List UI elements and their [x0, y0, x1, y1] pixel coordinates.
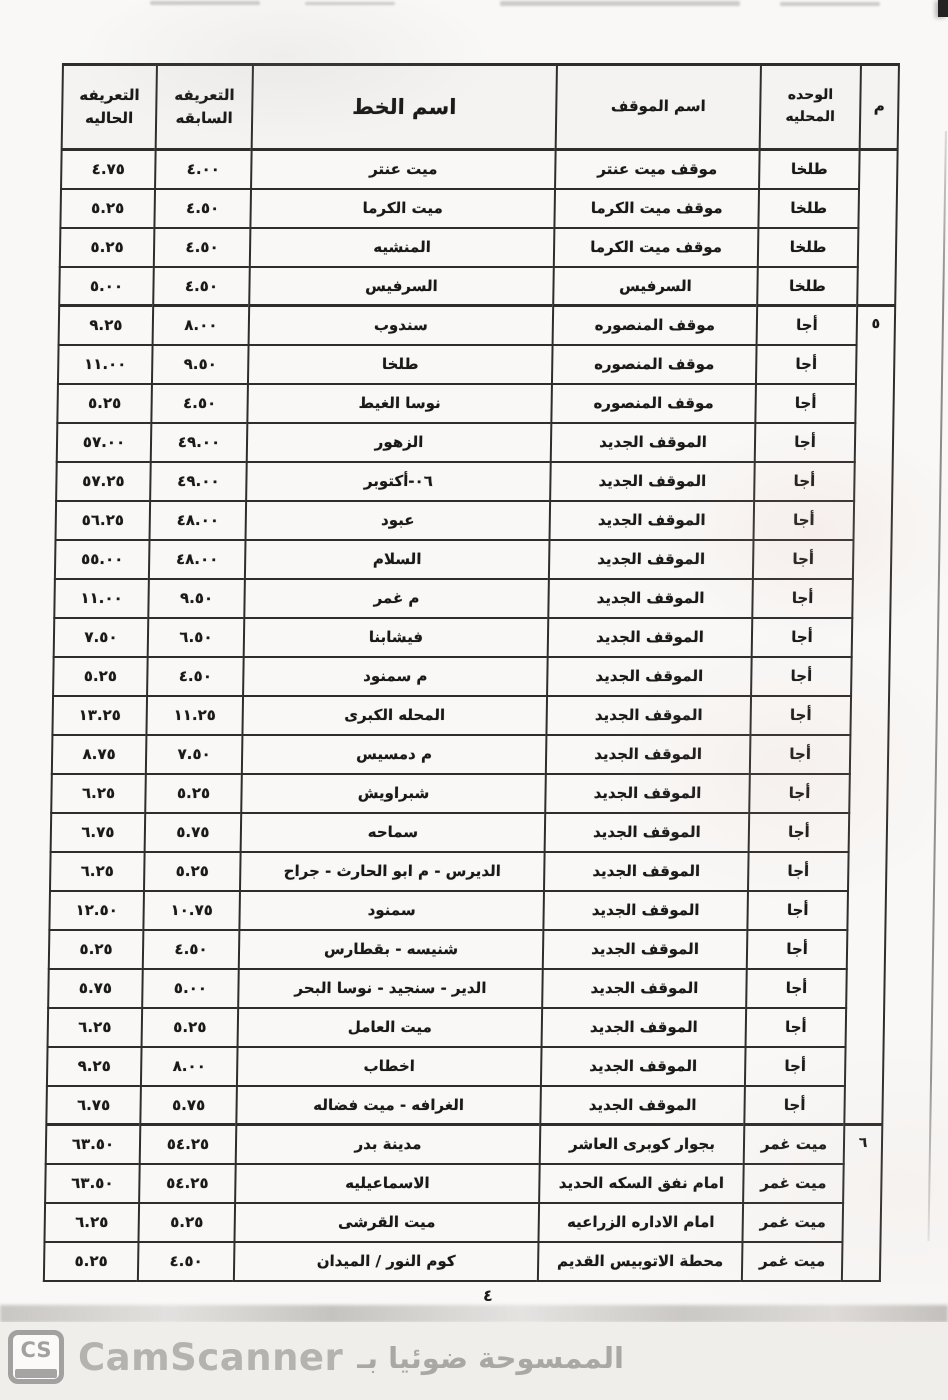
table-row [52, 735, 889, 774]
table-row [51, 774, 888, 813]
cell-previous: ١١.٢٥ [146, 696, 243, 735]
cell-unit: أجا [747, 930, 848, 969]
cell-line: الغرافه - ميت فضاله [236, 1086, 541, 1125]
cell-previous: ٤.٥٠ [138, 1242, 235, 1281]
cell-line: طلخا [248, 345, 553, 384]
cell-previous: ٦.٥٠ [148, 618, 245, 657]
cell-current: ٥٧.٠٠ [57, 423, 152, 462]
table-row [45, 1164, 882, 1203]
cell-previous: ٥.٢٥ [142, 1008, 239, 1047]
cell-current: ٥٥.٠٠ [55, 540, 150, 579]
cell-current: ٨.٧٥ [52, 735, 147, 774]
cell-current: ٦.٢٥ [48, 1008, 143, 1047]
cell-previous: ٥.٢٥ [144, 852, 241, 891]
cell-stop: موقف ميت عنتر [555, 150, 760, 189]
cell-line: شنيسه - بقطارس [239, 930, 544, 969]
cell-unit: أجا [753, 540, 854, 579]
cell-previous: ٨.٠٠ [141, 1047, 238, 1086]
table-row [61, 150, 898, 189]
cell-previous: ٥٤.٢٥ [139, 1164, 236, 1203]
table-row [49, 930, 886, 969]
table-row [47, 1047, 884, 1086]
header-current-tariff: التعريفه الحاليه [62, 65, 157, 150]
cell-stop: الموقف الجديد [543, 891, 748, 930]
cell-previous: ٤.٠٠ [155, 150, 252, 189]
table-row [57, 384, 894, 423]
cell-unit: أجا [754, 462, 855, 501]
cell-line: الاسماعيليه [235, 1164, 540, 1203]
cell-previous: ٧.٥٠ [146, 735, 243, 774]
table-row [58, 345, 895, 384]
cell-current: ١١.٠٠ [58, 345, 153, 384]
header-line-name: اسم الخط [252, 65, 557, 150]
table-row [56, 462, 893, 501]
camscanner-logo-text: CS [20, 1338, 52, 1362]
cell-stop: الموقف الجديد [543, 930, 748, 969]
cell-line: سندوب [249, 306, 554, 345]
camscanner-logo-bar [15, 1369, 57, 1378]
cell-previous: ٤٨.٠٠ [150, 501, 247, 540]
cell-current: ٥.٠٠ [59, 267, 154, 306]
cell-unit: ميت غمر [743, 1164, 844, 1203]
cell-previous: ٥.٠٠ [142, 969, 239, 1008]
table-row [46, 1086, 883, 1125]
table-row [44, 1242, 881, 1281]
cell-unit: أجا [751, 657, 852, 696]
table-row [50, 852, 887, 891]
cell-serial [857, 150, 897, 306]
cell-stop: موقف المنصوره [552, 345, 757, 384]
cell-previous: ٥.٢٥ [138, 1203, 235, 1242]
cell-unit: ميت غمر [744, 1125, 845, 1164]
cell-unit: ميت غمر [742, 1203, 843, 1242]
table-row [54, 579, 891, 618]
cell-current: ٦.٧٥ [51, 813, 146, 852]
cell-stop: الموقف الجديد [545, 813, 750, 852]
scan-artifact [305, 2, 395, 5]
header-local-unit: الوحده المحليه [760, 65, 861, 150]
cell-line: المحله الكبرى [242, 696, 547, 735]
cell-current: ٥.٢٥ [57, 384, 152, 423]
cell-stop: الموقف الجديد [550, 462, 755, 501]
cell-stop: السرفيس [553, 267, 758, 306]
header-stop-name: اسم الموقف [556, 65, 761, 150]
cell-unit: أجا [749, 813, 850, 852]
cell-current: ٥.٢٥ [60, 228, 155, 267]
cell-line: شبراويش [241, 774, 546, 813]
cell-unit: أجا [757, 306, 858, 345]
cell-current: ٦.٢٥ [51, 774, 146, 813]
page-edge-shadow [927, 131, 946, 1241]
cell-previous: ٤.٥٠ [147, 657, 244, 696]
cell-line: نوسا الغيط [247, 384, 552, 423]
cell-current: ٦٣.٥٠ [45, 1164, 140, 1203]
cell-unit: أجا [752, 579, 853, 618]
cell-line: فيشابنا [244, 618, 549, 657]
scan-corner-mark [938, 0, 948, 17]
cell-unit: أجا [750, 696, 851, 735]
cell-unit: طلخا [759, 150, 860, 189]
cell-current: ٥.٢٥ [44, 1242, 139, 1281]
cell-stop: امام نفق السكه الحديد [539, 1164, 744, 1203]
cell-stop: محطة الاتوبيس القديم [538, 1242, 743, 1281]
tariff-table [43, 63, 900, 1282]
cell-previous: ٥.٧٥ [145, 813, 242, 852]
cell-previous: ٥.٢٥ [145, 774, 242, 813]
cell-current: ٦.٢٥ [44, 1203, 139, 1242]
cell-line: ميت القرشى [234, 1203, 539, 1242]
cell-previous: ٤.٥٠ [153, 267, 250, 306]
cell-previous: ٤٩.٠٠ [150, 462, 247, 501]
cell-previous: ٤٨.٠٠ [149, 540, 246, 579]
cell-line: م دمسيس [242, 735, 547, 774]
cell-unit: أجا [746, 1008, 847, 1047]
cell-previous: ٤.٥٠ [154, 189, 251, 228]
cell-line: عبود [246, 501, 551, 540]
cell-previous: ٤.٥٠ [151, 384, 248, 423]
cell-unit: أجا [747, 891, 848, 930]
cell-stop: الموقف الجديد [551, 423, 756, 462]
cell-stop: الموقف الجديد [542, 1008, 747, 1047]
cell-line: م غمر [244, 579, 549, 618]
cell-serial: ٥ [844, 306, 895, 1125]
cell-previous: ٥.٧٥ [140, 1086, 237, 1125]
cell-stop: الموقف الجديد [549, 540, 754, 579]
scan-shadow-band [0, 1305, 948, 1323]
cell-unit: طلخا [758, 228, 859, 267]
cell-current: ٥.٢٥ [53, 657, 148, 696]
cell-previous: ٨.٠٠ [153, 306, 250, 345]
cell-current: ٦.٢٥ [50, 852, 145, 891]
cell-line: ميت عنتر [251, 150, 556, 189]
table-row [57, 423, 894, 462]
cell-unit: أجا [750, 735, 851, 774]
table-row [59, 267, 896, 306]
cell-previous: ٩.٥٠ [148, 579, 245, 618]
cell-current: ٥.٧٥ [48, 969, 143, 1008]
header-row [62, 65, 899, 150]
cell-unit: ميت غمر [742, 1242, 843, 1281]
cell-unit: أجا [746, 969, 847, 1008]
cell-previous: ٤.٥٠ [143, 930, 240, 969]
cell-stop: الموقف الجديد [546, 735, 751, 774]
scan-artifact [150, 1, 260, 5]
cell-line: الديرس - م ابو الحارث - جراح [240, 852, 545, 891]
cell-stop: بجوار كوبرى العاشر [540, 1125, 745, 1164]
cell-unit: أجا [745, 1047, 846, 1086]
scan-artifact [780, 2, 880, 6]
cell-line: اخطاب [237, 1047, 542, 1086]
cell-stop: الموقف الجديد [547, 657, 752, 696]
table-row [56, 501, 893, 540]
cell-serial: ٦ [842, 1125, 882, 1281]
scan-artifact [500, 1, 740, 6]
cell-stop: الموقف الجديد [540, 1086, 745, 1125]
scanned-with-text: الممسوحة ضوئيا بـ [357, 1341, 624, 1375]
cell-previous: ٤٩.٠٠ [151, 423, 248, 462]
camscanner-footer [8, 1326, 624, 1388]
cell-unit: أجا [756, 345, 857, 384]
cell-previous: ٩.٥٠ [152, 345, 249, 384]
cell-stop: الموقف الجديد [545, 774, 750, 813]
cell-line: سمنود [239, 891, 544, 930]
cell-stop: موقف ميت الكرما [554, 189, 759, 228]
camscanner-brand: CamScanner [78, 1335, 344, 1379]
cell-unit: أجا [755, 384, 856, 423]
cell-previous: ٥٤.٢٥ [140, 1125, 237, 1164]
cell-current: ١٢.٥٠ [49, 891, 144, 930]
cell-unit: أجا [752, 618, 853, 657]
cell-current: ٥٦.٢٥ [56, 501, 151, 540]
cell-unit: أجا [755, 423, 856, 462]
cell-unit: طلخا [758, 189, 859, 228]
cell-stop: موقف المنصوره [553, 306, 758, 345]
cell-line: م سمنود [243, 657, 548, 696]
table-row [46, 1125, 883, 1164]
cell-current: ٧.٥٠ [54, 618, 149, 657]
cell-stop: الموقف الجديد [550, 501, 755, 540]
cell-line: ميت العامل [238, 1008, 543, 1047]
cell-current: ٥.٢٥ [49, 930, 144, 969]
cell-line: كوم النور / الميدان [234, 1242, 539, 1281]
cell-unit: أجا [748, 852, 849, 891]
header-serial: م [860, 65, 899, 150]
cell-line: الدير - سنجيد - نوسا البحر [238, 969, 543, 1008]
table-row [54, 618, 891, 657]
cell-unit: أجا [749, 774, 850, 813]
table-row [60, 228, 897, 267]
cell-current: ٥٧.٢٥ [56, 462, 151, 501]
table-row [53, 657, 890, 696]
cell-line: سماحه [241, 813, 546, 852]
camscanner-logo-icon [8, 1330, 64, 1384]
cell-line: ميت الكرما [250, 189, 555, 228]
cell-current: ٩.٢٥ [59, 306, 154, 345]
cell-stop: الموقف الجديد [546, 696, 751, 735]
table-row [49, 891, 886, 930]
cell-current: ٦٣.٥٠ [46, 1125, 141, 1164]
cell-line: مدينة بدر [236, 1125, 541, 1164]
cell-line: المنشيه [250, 228, 555, 267]
cell-stop: الموقف الجديد [544, 852, 749, 891]
table-region [43, 63, 922, 1282]
cell-previous: ١٠.٧٥ [143, 891, 240, 930]
header-previous-tariff: التعريفه السابقه [156, 65, 253, 150]
table-row [55, 540, 892, 579]
cell-current: ١١.٠٠ [54, 579, 149, 618]
cell-current: ٤.٧٥ [61, 150, 156, 189]
table-row [51, 813, 888, 852]
cell-stop: موقف ميت الكرما [554, 228, 759, 267]
cell-line: السرفيس [249, 267, 554, 306]
cell-previous: ٤.٥٠ [154, 228, 251, 267]
cell-stop: الموقف الجديد [542, 969, 747, 1008]
table-row [52, 696, 889, 735]
cell-stop: موقف المنصوره [551, 384, 756, 423]
cell-stop: الموقف الجديد [548, 579, 753, 618]
table-body [44, 150, 898, 1281]
cell-line: السلام [245, 540, 550, 579]
table-row [48, 1008, 885, 1047]
cell-unit: طلخا [757, 267, 858, 306]
cell-unit: أجا [744, 1086, 845, 1125]
cell-current: ٦.٧٥ [46, 1086, 141, 1125]
cell-stop: الموقف الجديد [548, 618, 753, 657]
cell-line: الزهور [247, 423, 552, 462]
cell-current: ٥.٢٥ [60, 189, 155, 228]
table-row [60, 189, 897, 228]
cell-current: ٩.٢٥ [47, 1047, 142, 1086]
table-row [44, 1203, 881, 1242]
cell-current: ١٣.٢٥ [52, 696, 147, 735]
cell-unit: أجا [754, 501, 855, 540]
cell-line: ٠٦-أكتوبر [246, 462, 551, 501]
table-row [48, 969, 885, 1008]
cell-stop: الموقف الجديد [541, 1047, 746, 1086]
table-row [59, 306, 896, 345]
cell-stop: امام الاداره الزراعيه [538, 1203, 743, 1242]
page-number: ٤ [483, 1286, 493, 1305]
